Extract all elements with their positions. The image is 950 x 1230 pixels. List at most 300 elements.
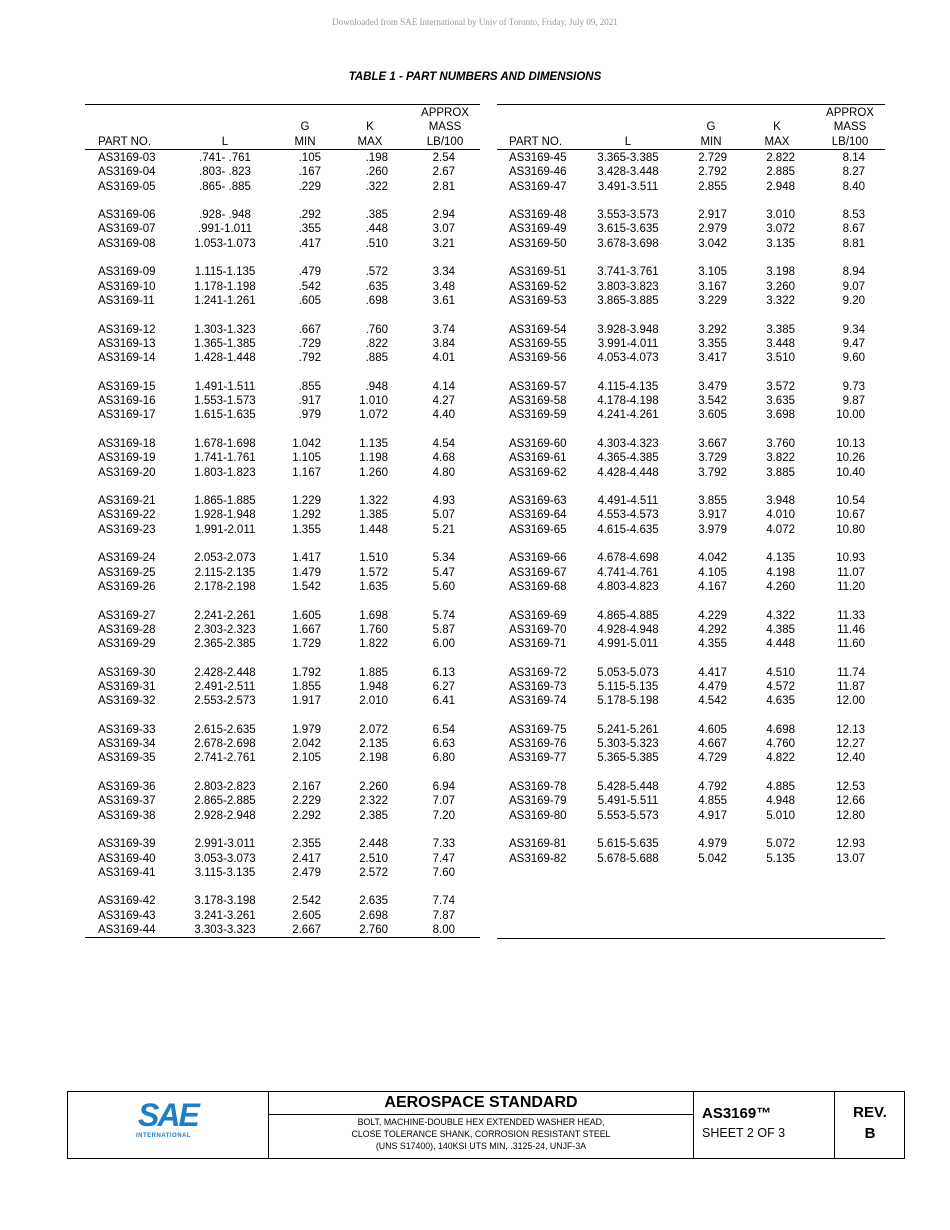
table-row: [85, 280, 480, 294]
table-row: [497, 394, 885, 408]
k-max-cell: 2.260: [359, 781, 388, 794]
l-cell: 1.241-1.261: [194, 294, 256, 307]
g-min-header: [275, 120, 335, 149]
part-no-cell: AS3169-28: [98, 623, 156, 636]
part-no-cell: AS3169-27: [98, 609, 156, 622]
mass-cell: 12.66: [836, 795, 865, 808]
part-no-cell: AS3169-13: [98, 337, 156, 350]
mass-cell: 5.34: [432, 552, 455, 565]
k-max-cell: 2.010: [359, 695, 388, 708]
table-row: [85, 623, 480, 637]
g-min-cell: 2.542: [292, 895, 321, 908]
k-max-cell: .760: [365, 323, 388, 336]
l-cell: 2.678-2.698: [194, 738, 256, 751]
part-no-cell: AS3169-38: [98, 809, 156, 822]
part-no-cell: AS3169-03: [98, 152, 156, 164]
part-no-cell: AS3169-17: [98, 409, 156, 422]
table-row: [497, 437, 885, 451]
mass-cell: 6.80: [432, 752, 455, 765]
g-min-cell: 4.042: [698, 552, 727, 565]
mass-cell: 11.87: [837, 680, 865, 693]
table-row: [497, 508, 885, 522]
mass-cell: 11.60: [837, 638, 865, 651]
k-max-cell: 3.822: [766, 452, 795, 465]
title-block: [67, 1091, 905, 1159]
k-max-cell: 5.010: [766, 809, 795, 822]
table-row: [85, 237, 480, 251]
table-row: [85, 466, 480, 480]
l-cell: 3.741-3.761: [597, 266, 659, 279]
header-line: G: [300, 121, 310, 134]
table-row: [497, 294, 885, 308]
table-row: [85, 909, 480, 923]
l-cell: 1.428-1.448: [194, 352, 256, 365]
l-cell: 1.991-2.011: [194, 523, 256, 536]
k-max-cell: 2.948: [766, 180, 795, 193]
header-line: MIN: [700, 135, 722, 148]
table-row: [85, 551, 480, 565]
row-group: [85, 609, 480, 652]
part-no-cell: AS3169-67: [509, 566, 567, 579]
g-min-cell: 5.042: [698, 852, 727, 865]
l-cell: 1.553-1.573: [194, 395, 256, 408]
download-watermark: Downloaded from SAE International by Univ of Toronto, Friday, July 09, 2021: [332, 17, 618, 27]
g-min-cell: 1.667: [292, 623, 321, 636]
part-no-cell: AS3169-49: [509, 223, 567, 236]
table-row: [85, 751, 480, 765]
header-line: MAX: [764, 135, 790, 148]
part-no-cell: AS3169-43: [98, 909, 156, 922]
table-row: [85, 437, 480, 451]
l-cell: 2.553-2.573: [194, 695, 256, 708]
table-row: [85, 451, 480, 465]
l-cell: 4.741-4.761: [597, 566, 659, 579]
row-group: [85, 894, 480, 937]
table-header: [85, 105, 480, 150]
mass-cell: 4.93: [432, 495, 455, 508]
k-max-cell: 1.760: [359, 623, 388, 636]
k-max-cell: 4.698: [766, 723, 795, 736]
g-min-cell: 3.979: [698, 523, 727, 536]
mass-cell: 4.27: [432, 395, 455, 408]
mass-cell: 8.81: [842, 237, 865, 250]
table-row: [497, 408, 885, 422]
mass-header: [410, 106, 480, 149]
mass-cell: 11.20: [837, 580, 865, 593]
k-max-cell: 4.198: [766, 566, 795, 579]
g-min-cell: 2.417: [292, 852, 321, 865]
mass-cell: 3.74: [432, 323, 455, 336]
mass-header: [815, 106, 885, 149]
k-max-cell: 2.822: [766, 152, 795, 164]
k-max-cell: 4.072: [766, 523, 795, 536]
document-number: AS3169™: [702, 1105, 772, 1122]
k-max-cell: 3.885: [766, 466, 795, 479]
l-cell: 3.428-3.448: [597, 166, 659, 179]
mass-cell: 2.81: [432, 180, 455, 193]
k-max-cell: .635: [365, 280, 388, 293]
sae-logo-text: SAE: [138, 1097, 198, 1133]
part-no-cell: AS3169-30: [98, 666, 156, 679]
part-no-cell: AS3169-20: [98, 466, 156, 479]
k-max-cell: 1.010: [359, 395, 388, 408]
table-row: [497, 380, 885, 394]
table-row: [85, 323, 480, 337]
mass-cell: 6.54: [432, 723, 455, 736]
k-max-cell: .260: [365, 166, 388, 179]
mass-cell: 6.27: [432, 680, 455, 693]
row-group: [85, 666, 480, 709]
table-row: [497, 637, 885, 651]
table-title: TABLE 1 - PART NUMBERS AND DIMENSIONS: [348, 71, 602, 83]
table-row: [497, 222, 885, 236]
mass-cell: 7.47: [432, 852, 455, 865]
g-min-cell: 4.729: [698, 752, 727, 765]
part-no-cell: AS3169-50: [509, 237, 567, 250]
table-row: [497, 280, 885, 294]
g-min-cell: .292: [298, 209, 321, 222]
table-row: [497, 494, 885, 508]
mass-cell: 6.00: [432, 638, 455, 651]
standard-description: [269, 1116, 693, 1152]
mass-cell: 8.67: [842, 223, 865, 236]
part-no-cell: AS3169-05: [98, 180, 156, 193]
table-row: [85, 852, 480, 866]
k-max-cell: 3.635: [766, 395, 795, 408]
g-min-cell: 1.792: [292, 666, 321, 679]
l-cell: 5.428-5.448: [597, 781, 659, 794]
part-no-cell: AS3169-68: [509, 580, 567, 593]
k-max-cell: 3.698: [766, 409, 795, 422]
table-row: [497, 208, 885, 222]
k-max-cell: 3.010: [766, 209, 795, 222]
g-min-cell: .855: [298, 380, 321, 393]
k-max-cell: 2.885: [766, 166, 795, 179]
g-min-cell: .667: [298, 323, 321, 336]
part-no-cell: AS3169-39: [98, 838, 156, 851]
mass-cell: 13.07: [836, 852, 865, 865]
l-cell: 2.241-2.261: [194, 609, 256, 622]
g-min-cell: 4.355: [698, 638, 727, 651]
g-min-cell: 1.729: [292, 638, 321, 651]
table-row: [497, 237, 885, 251]
part-no-cell: AS3169-19: [98, 452, 156, 465]
table-row: [85, 923, 480, 937]
part-no-cell: AS3169-75: [509, 723, 567, 736]
row-group: [85, 151, 480, 194]
k-max-cell: 1.260: [359, 466, 388, 479]
sheet-number: SHEET 2 OF 3: [702, 1126, 786, 1140]
g-min-cell: 4.792: [698, 781, 727, 794]
mass-cell: 8.14: [842, 152, 865, 164]
mass-cell: 3.21: [432, 237, 455, 250]
part-no-cell: AS3169-44: [98, 924, 156, 937]
part-no-cell: AS3169-74: [509, 695, 567, 708]
l-cell: 4.178-4.198: [597, 395, 659, 408]
part-no-cell: AS3169-78: [509, 781, 567, 794]
table-row: [497, 466, 885, 480]
mass-cell: 9.47: [842, 337, 865, 350]
table-row: [497, 680, 885, 694]
table-row: [85, 566, 480, 580]
l-cell: 2.928-2.948: [194, 809, 256, 822]
mass-cell: 8.27: [842, 166, 865, 179]
k-max-cell: 2.198: [359, 752, 388, 765]
table-body: [85, 150, 480, 937]
part-no-cell: AS3169-24: [98, 552, 156, 565]
table-row: [85, 723, 480, 737]
part-no-cell: AS3169-46: [509, 166, 567, 179]
k-max-cell: .572: [365, 266, 388, 279]
row-group: [497, 208, 885, 251]
g-min-cell: 2.605: [292, 909, 321, 922]
g-min-cell: .417: [298, 237, 321, 250]
l-header: [180, 135, 270, 149]
part-no-cell: AS3169-58: [509, 395, 567, 408]
l-cell: 5.365-5.385: [597, 752, 659, 765]
row-group: [85, 265, 480, 308]
mass-cell: 3.34: [432, 266, 455, 279]
part-no-cell: AS3169-55: [509, 337, 567, 350]
l-cell: 2.303-2.323: [194, 623, 256, 636]
mass-cell: 2.54: [432, 152, 455, 164]
k-max-cell: 2.572: [359, 866, 388, 879]
part-no-cell: AS3169-21: [98, 495, 156, 508]
mass-cell: 3.48: [432, 280, 455, 293]
mass-cell: 7.87: [432, 909, 455, 922]
part-no-cell: AS3169-82: [509, 852, 567, 865]
header-line: K: [773, 121, 781, 134]
part-no-cell: AS3169-70: [509, 623, 567, 636]
part-no-cell: AS3169-65: [509, 523, 567, 536]
k-max-cell: 4.885: [766, 781, 795, 794]
header-line: L: [624, 135, 632, 148]
header-line: LB/100: [831, 135, 869, 148]
table-row: [85, 151, 480, 165]
g-min-cell: .917: [298, 395, 321, 408]
g-min-cell: 3.417: [698, 352, 727, 365]
row-group: [85, 494, 480, 537]
table-row: [85, 837, 480, 851]
g-min-cell: 1.229: [292, 495, 321, 508]
table-row: [497, 609, 885, 623]
table-row: [497, 180, 885, 194]
part-no-cell: AS3169-11: [98, 294, 155, 307]
k-max-cell: 1.198: [359, 452, 388, 465]
table-row: [497, 265, 885, 279]
g-min-cell: .979: [298, 409, 321, 422]
l-cell: 4.303-4.323: [597, 437, 659, 450]
table-row: [85, 508, 480, 522]
g-min-cell: .542: [298, 280, 321, 293]
g-min-cell: .479: [298, 266, 321, 279]
k-max-cell: .385: [365, 209, 388, 222]
mass-cell: 9.87: [842, 395, 865, 408]
k-max-cell: 1.385: [359, 509, 388, 522]
part-no-cell: AS3169-08: [98, 237, 156, 250]
mass-cell: 12.00: [836, 695, 865, 708]
header-line: LB/100: [426, 135, 464, 148]
g-min-cell: 2.167: [292, 781, 321, 794]
k-max-cell: 3.135: [766, 237, 795, 250]
table-row: [497, 451, 885, 465]
row-group: [85, 380, 480, 423]
g-min-cell: 2.667: [292, 924, 321, 937]
k-max-cell: .322: [365, 180, 388, 193]
mass-cell: 5.47: [432, 566, 455, 579]
g-min-cell: 2.292: [292, 809, 321, 822]
g-min-cell: 1.292: [292, 509, 321, 522]
part-no-cell: AS3169-18: [98, 437, 156, 450]
table-row: [85, 380, 480, 394]
mass-cell: 4.14: [432, 380, 455, 393]
table-row: [85, 637, 480, 651]
table-row: [497, 580, 885, 594]
table-row: [85, 794, 480, 808]
g-min-cell: .792: [298, 352, 321, 365]
g-min-cell: 1.542: [292, 580, 321, 593]
mass-cell: 7.74: [432, 895, 455, 908]
row-group: [85, 437, 480, 480]
table-row: [85, 680, 480, 694]
g-min-cell: 4.667: [698, 738, 727, 751]
mass-cell: 12.53: [836, 781, 865, 794]
table-row: [497, 852, 885, 866]
mass-cell: 5.21: [432, 523, 455, 536]
mass-cell: 7.20: [432, 809, 455, 822]
mass-cell: 7.33: [432, 838, 455, 851]
header-line: MAX: [357, 135, 383, 148]
l-cell: 5.303-5.323: [597, 738, 659, 751]
table-row: [497, 737, 885, 751]
l-cell: 4.241-4.261: [597, 409, 659, 422]
l-cell: 5.241-5.261: [597, 723, 659, 736]
k-max-cell: 2.698: [359, 909, 388, 922]
g-min-cell: 3.167: [698, 280, 727, 293]
mass-cell: 10.80: [836, 523, 865, 536]
table-row: [497, 337, 885, 351]
row-group: [497, 323, 885, 366]
mass-cell: 3.07: [432, 223, 455, 236]
sae-logo-subtitle: INTERNATIONAL: [136, 1133, 192, 1139]
k-max-cell: 4.822: [766, 752, 795, 765]
mass-cell: 6.94: [432, 781, 455, 794]
table-row: [497, 523, 885, 537]
part-no-cell: AS3169-33: [98, 723, 156, 736]
table-row: [497, 666, 885, 680]
part-no-cell: AS3169-42: [98, 895, 156, 908]
mass-cell: 10.13: [836, 437, 865, 450]
l-cell: 5.553-5.573: [597, 809, 659, 822]
table-row: [85, 580, 480, 594]
g-min-cell: 2.479: [292, 866, 321, 879]
header-line: L: [221, 135, 229, 148]
table-row: [497, 165, 885, 179]
part-no-cell: AS3169-79: [509, 795, 567, 808]
row-group: [85, 323, 480, 366]
l-cell: 3.303-3.323: [194, 924, 256, 937]
mass-cell: 4.54: [432, 437, 455, 450]
part-no-cell: AS3169-14: [98, 352, 156, 365]
table-row: [85, 523, 480, 537]
table-row: [85, 351, 480, 365]
g-min-cell: 3.667: [698, 437, 727, 450]
table-row: [497, 551, 885, 565]
k-max-cell: 3.072: [766, 223, 795, 236]
table-row: [497, 751, 885, 765]
dimensions-table-left: [85, 104, 480, 938]
l-cell: 3.553-3.573: [597, 209, 659, 222]
k-max-cell: 5.072: [766, 838, 795, 851]
table-row: [85, 694, 480, 708]
g-min-cell: 1.355: [292, 523, 321, 536]
revision-value: B: [864, 1125, 876, 1142]
g-min-cell: 3.605: [698, 409, 727, 422]
mass-cell: 8.00: [432, 924, 455, 937]
mass-cell: 11.74: [837, 666, 865, 679]
l-cell: 4.678-4.698: [597, 552, 659, 565]
k-max-cell: .885: [365, 352, 388, 365]
k-max-cell: .448: [365, 223, 388, 236]
g-min-cell: 3.729: [698, 452, 727, 465]
row-group: [497, 551, 885, 594]
g-min-cell: 3.542: [698, 395, 727, 408]
part-no-cell: AS3169-07: [98, 223, 156, 236]
part-no-cell: AS3169-71: [509, 638, 567, 651]
k-max-cell: 5.135: [766, 852, 795, 865]
mass-cell: 4.68: [432, 452, 455, 465]
mass-cell: 10.93: [836, 552, 865, 565]
g-min-cell: 1.417: [292, 552, 321, 565]
row-group: [497, 265, 885, 308]
part-no-cell: AS3169-63: [509, 495, 567, 508]
l-cell: 3.803-3.823: [597, 280, 659, 293]
l-cell: 4.365-4.385: [597, 452, 659, 465]
mass-cell: 2.94: [432, 209, 455, 222]
mass-cell: 6.63: [432, 738, 455, 751]
k-max-cell: .198: [365, 152, 388, 164]
g-min-cell: 4.542: [698, 695, 727, 708]
l-cell: .741- .761: [199, 152, 251, 164]
mass-cell: 2.67: [432, 166, 455, 179]
row-group: [497, 723, 885, 766]
table-row: [85, 222, 480, 236]
revision-cell: [835, 1092, 905, 1158]
row-group: [85, 837, 480, 880]
k-max-cell: 4.010: [766, 509, 795, 522]
l-cell: 2.365-2.385: [194, 638, 256, 651]
l-cell: 1.803-1.823: [194, 466, 256, 479]
row-group: [497, 151, 885, 194]
mass-cell: 12.13: [836, 723, 865, 736]
l-cell: 2.115-2.135: [194, 566, 256, 579]
mass-cell: 3.84: [432, 337, 455, 350]
g-min-cell: 1.167: [292, 466, 321, 479]
l-cell: 1.615-1.635: [194, 409, 256, 422]
mass-cell: 10.26: [836, 452, 865, 465]
k-max-header: [340, 120, 400, 149]
part-no-cell: AS3169-35: [98, 752, 156, 765]
g-min-cell: 2.042: [292, 738, 321, 751]
k-max-cell: 1.135: [359, 437, 388, 450]
l-cell: 2.053-2.073: [194, 552, 256, 565]
part-no-cell: AS3169-09: [98, 266, 156, 279]
row-group: [85, 551, 480, 594]
mass-cell: 6.13: [432, 666, 455, 679]
table-row: [497, 623, 885, 637]
k-max-cell: 1.072: [359, 409, 388, 422]
standard-title: AEROSPACE STANDARD: [269, 1092, 693, 1115]
